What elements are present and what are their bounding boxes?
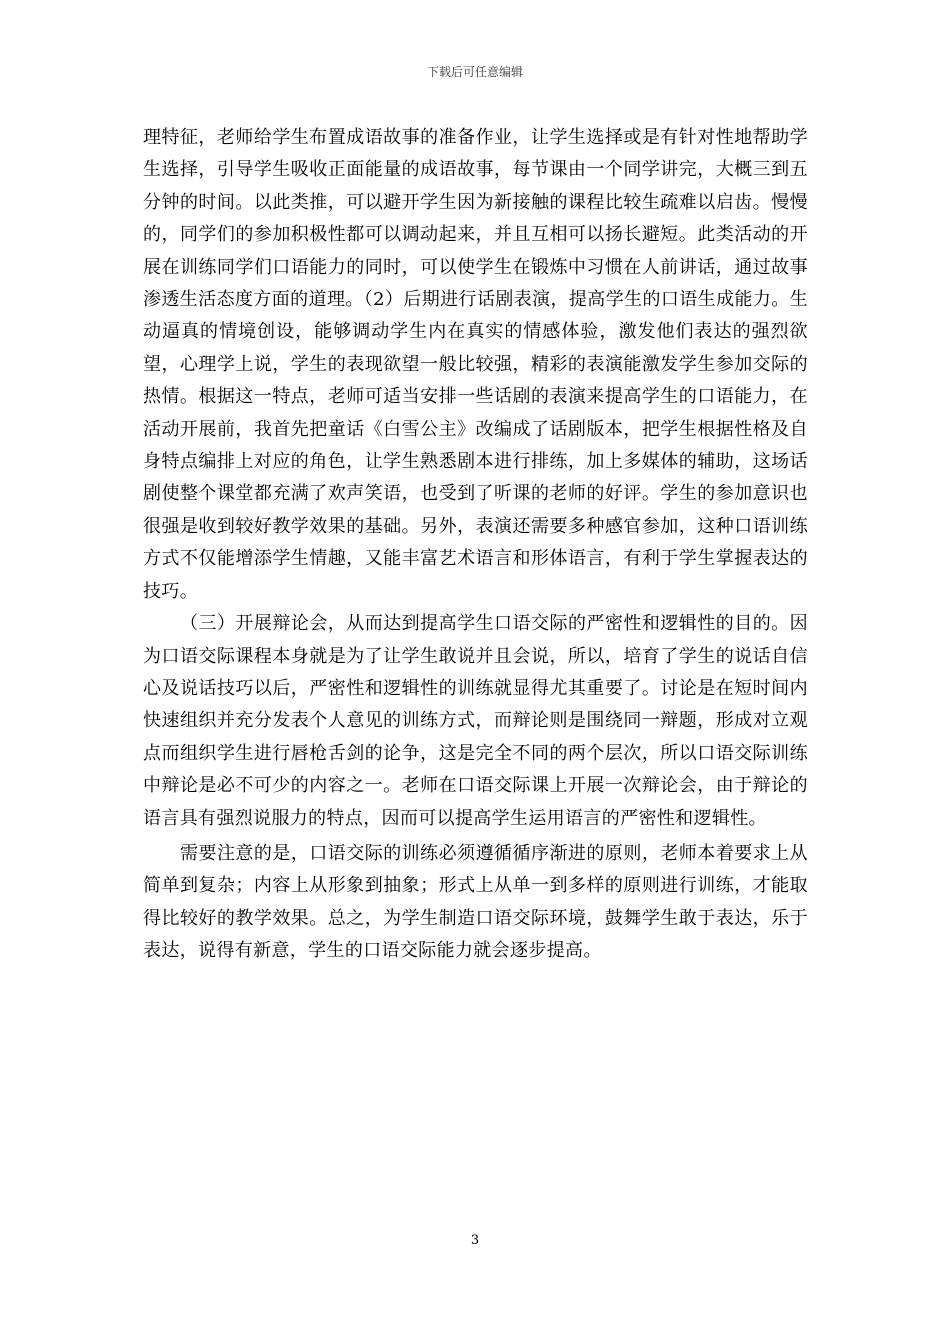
paragraph-continued: 理特征，老师给学生布置成语故事的准备作业，让学生选择或是有针对性地帮助学生选择，引导学生吸收正面能量的成语故事，每节课由一个同学讲完，大概三到五分钟的时间。以此类推，可以避开学生因为新接触的课程比较生疏难以启齿。慢慢的，同学们的参加积极性都可以调动起来，并且互相可以扬长避短。此类活动的开展在训练同学们口语能力的同时，可以使学生在锻炼中习惯在人前讲话，通过故事渗透生活态度方面的道理。（2）后期进行话剧表演，提高学生的口语生成能力。生动逼真的情境创设，能够调动学生内在真实的情感体验，激发他们表达的强烈欲望，心理学上说，学生的表现欲望一般比较强，精彩的表演能激发学生参加交际的热情。根据这一特点，老师可适当安排一些话剧的表演来提高学生的口语能力，在活动开展前，我首先把童话《白雪公主》改编成了话剧版本，把学生根据性格及自身特点编排上对应的角色，让学生熟悉剧本进行排练，加上多媒体的辅助，这场话剧使整个课堂都充满了欢声笑语，也受到了听课的老师的好评。学生的参加意识也很强是收到较好教学效果的基础。另外，表演还需要多种感官参加，这种口语训练方式不仅能增添学生情趣，又能丰富艺术语言和形体语言，有利于学生掌握表达的技巧。 bbox=[143, 127, 808, 602]
document-body bbox=[143, 122, 808, 968]
paragraph-debate: （三）开展辩论会，从而达到提高学生口语交际的严密性和逻辑性的目的。因为口语交际课程本身就是为了让学生敢说并且会说，所以，培育了学生的说话自信心及说话技巧以后，严密性和逻辑性的训练就显得尤其重要了。讨论是在短时间内快速组织并充分发表个人意见的训练方式，而辩论则是围绕同一辩题，形成对立观点而组织学生进行唇枪舌剑的论争，这是完全不同的两个层次，所以口语交际训练中辩论是必不可少的内容之一。老师在口语交际课上开展一次辩论会，由于辩论的语言具有强烈说服力的特点，因而可以提高学生运用语言的严密性和逻辑性。 bbox=[143, 613, 808, 829]
page-number: 3 bbox=[470, 1233, 480, 1248]
page-header: 下载后可任意编辑 bbox=[426, 65, 523, 79]
paragraph-conclusion: 需要注意的是，口语交际的训练必须遵循循序渐进的原则，老师本着要求上从简单到复杂；内容上从形象到抽象；形式上从单一到多样的原则进行训练，才能取得比较好的教学效果。总之，为学生制造口语交际环境，鼓舞学生敢于表达，乐于表达，说得有新意，学生的口语交际能力就会逐步提高。 bbox=[143, 842, 808, 962]
